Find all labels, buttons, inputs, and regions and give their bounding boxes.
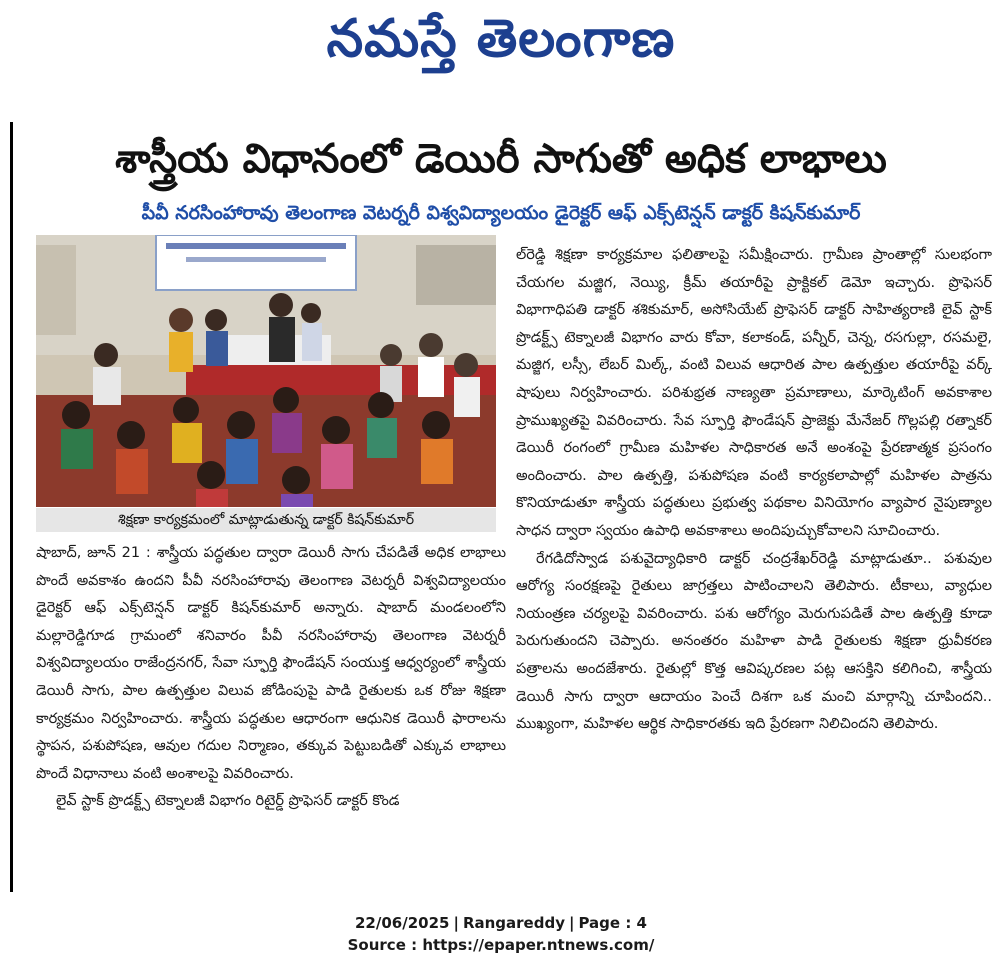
news-clipping — [10, 122, 992, 892]
article-right-column — [516, 242, 992, 882]
article-paragraph: షాబాద్, జూన్ 21 : శాస్త్రీయ పద్ధతుల ద్వారా డెయిరీ సాగు చేపడితే అధిక లాభాలు పొందే అవకాశం ఉందని పీవీ నరసింహారావు తెలంగాణ వెటర్నరీ విశ్వవిద్యాలయం డైరెక్టర్ ఆఫ్ ఎక్స్‌టెన్షన్ డాక్టర్ కిషన్‌కుమార్ అన్నారు. షాబాద్ మండలంలోని మల్లారెడ్డిగూడ గ్రామంలో శనివారం పీవీ నరసింహారావు తెలంగాణ వెటర్నరీ విశ్వవిద్యాలయం రాజేంద్రనగర్, సేవా స్ఫూర్తి ఫౌండేషన్ సంయుక్త ఆధ్వర్యంలో శాస్త్రీయ డెయిరీ సాగు, పాల ఉత్పత్తుల విలువ జోడింపుపై పాడి రైతులకు ఒక రోజు శిక్షణా కార్యక్రమం నిర్వహించారు. శాస్త్రీయ పద్ధతుల ఆధారంగా ఆధునిక డెయిరీ ఫారాలను స్థాపన, పశుపోషణ, ఆవుల గదుల నిర్మాణం, తక్కువ పెట్టుబడితో ఎక్కువ లాభాలు పొందే విధానాలు వంటి అంశాలపై వివరించారు. — [36, 545, 506, 782]
article-subheadline: పీవీ నరసింహారావు తెలంగాణ వెటర్నరీ విశ్వవిద్యాలయం డైరెక్టర్ ఆఫ్ ఎక్స్‌టెన్షన్ డాక్టర్ కిషన్‌కుమార్ — [141, 202, 861, 224]
footer-page: Page : 4 — [578, 914, 647, 932]
article-paragraph: లైవ్ స్టాక్ ప్రొడక్ట్స్ టెక్నాలజీ విభాగం రిటైర్డ్ ప్రొఫెసర్ డాక్టర్ కొండ — [56, 793, 400, 810]
training-session-photo — [36, 235, 496, 507]
masthead — [0, 8, 1002, 82]
footer-edition: Rangareddy — [462, 914, 565, 932]
footer-source: Source : https://epaper.ntnews.com/ — [347, 936, 655, 954]
clipping-footer — [0, 912, 1002, 956]
article-left-column — [36, 540, 506, 890]
footer-meta-line: 22/06/2025 | Rangareddy | Page : 4 — [355, 914, 647, 932]
article-photo — [36, 235, 496, 507]
article-paragraph: రేగడిదోస్వాడ పశువైద్యాధికారి డాక్టర్ చంద్రశేఖర్‌రెడ్డి మాట్లాడుతూ.. పశువుల ఆరోగ్య సంరక్షణపై రైతులు జాగ్రత్తలు పాటించాలని తెలిపారు. టీకాలు, వ్యాధుల నియంత్రణ చర్యలపై వివరించారు. పశు ఆరోగ్యం మెరుగుపడితే పాల ఉత్పత్తి కూడా పెరుగుతుందని చెప్పారు. అనంతరం మహిళా పాడి రైతులకు శిక్షణా ధ్రువీకరణ పత్రాలను అందజేశారు. రైతుల్లో కొత్త ఆవిష్కరణల పట్ల ఆసక్తిని కలిగించి, శాస్త్రీయ డెయిరీ సాగు ద్వారా ఆదాయం పెంచే దిశగా ఒక మంచి మార్గాన్ని చూపిందని.. ముఖ్యంగా, మహిళల ఆర్థిక సాధికారతకు ఇది ప్రేరణగా నిలిచిందని తెలిపారు. — [516, 550, 992, 733]
newspaper-logo-title: నమస్తే తెలంగాణ — [326, 8, 676, 69]
footer-date: 22/06/2025 — [355, 914, 450, 932]
article-headline: శాస్త్రీయ విధానంలో డెయిరీ సాగుతో అధిక లాభాలు — [115, 136, 887, 182]
clipping-left-border — [10, 122, 13, 892]
article-paragraph: ల్‌రెడ్డి శిక్షణా కార్యక్రమాల ఫలితాలపై సమీక్షించారు. గ్రామీణ ప్రాంతాల్లో సులభంగా చేయగల మజ్జిగ, నెయ్యి, క్రీమ్ తయారీపై ప్రాక్టికల్ డెమో ఇచ్చారు. ప్రొఫెసర్ విభాగాధిపతి డాక్టర్ శశికుమార్, అసోసియేట్ ప్రొఫెసర్ డాక్టర్ సాహిత్యరాణి లైవ్ స్టాక్ ప్రొడక్ట్స్ టెక్నాలజీ విభాగం వారు కోవా, కలాకండ్, పన్నీర్, చెన్న, రసగుల్లా, రసమలై, మజ్జిగ, లస్సీ, లేబర్ మిల్క్, వంటి విలువ ఆధారిత పాల ఉత్పత్తుల తయారీపై వర్క్ షాపులు నిర్వహించారు. పరిశుభ్రత నాణ్యతా ప్రమాణాలు, మార్కెటింగ్ అవకాశాల ప్రాముఖ్యతపై వివరించారు. సేవ స్ఫూర్తి ఫౌండేషన్ ప్రాజెక్టు మేనేజర్ గొల్లపల్లి రత్నాకర్ డెయిరీ రంగంలో గ్రామీణ మహిళల సాధికారత అనే అంశంపై ప్రేరణాత్మక ప్రసంగం అందించారు. పాల ఉత్పత్తి, పశుపోషణ వంటి కార్యకలాపాల్లో మహిళల పాత్రను కొనియాడుతూ శాస్త్రీయ పద్ధతులు ప్రభుత్వ పథకాల వినియోగం వ్యాపార నైపుణ్యాల సాధన ద్వారా స్వయం ఉపాధి అవకాశాలు అందిపుచ్చుకోవాలని సూచించారు. — [516, 247, 992, 539]
photo-caption: శిక్షణా కార్యక్రమంలో మాట్లాడుతున్న డాక్టర్ కిషన్‌కుమార్ — [36, 508, 496, 532]
